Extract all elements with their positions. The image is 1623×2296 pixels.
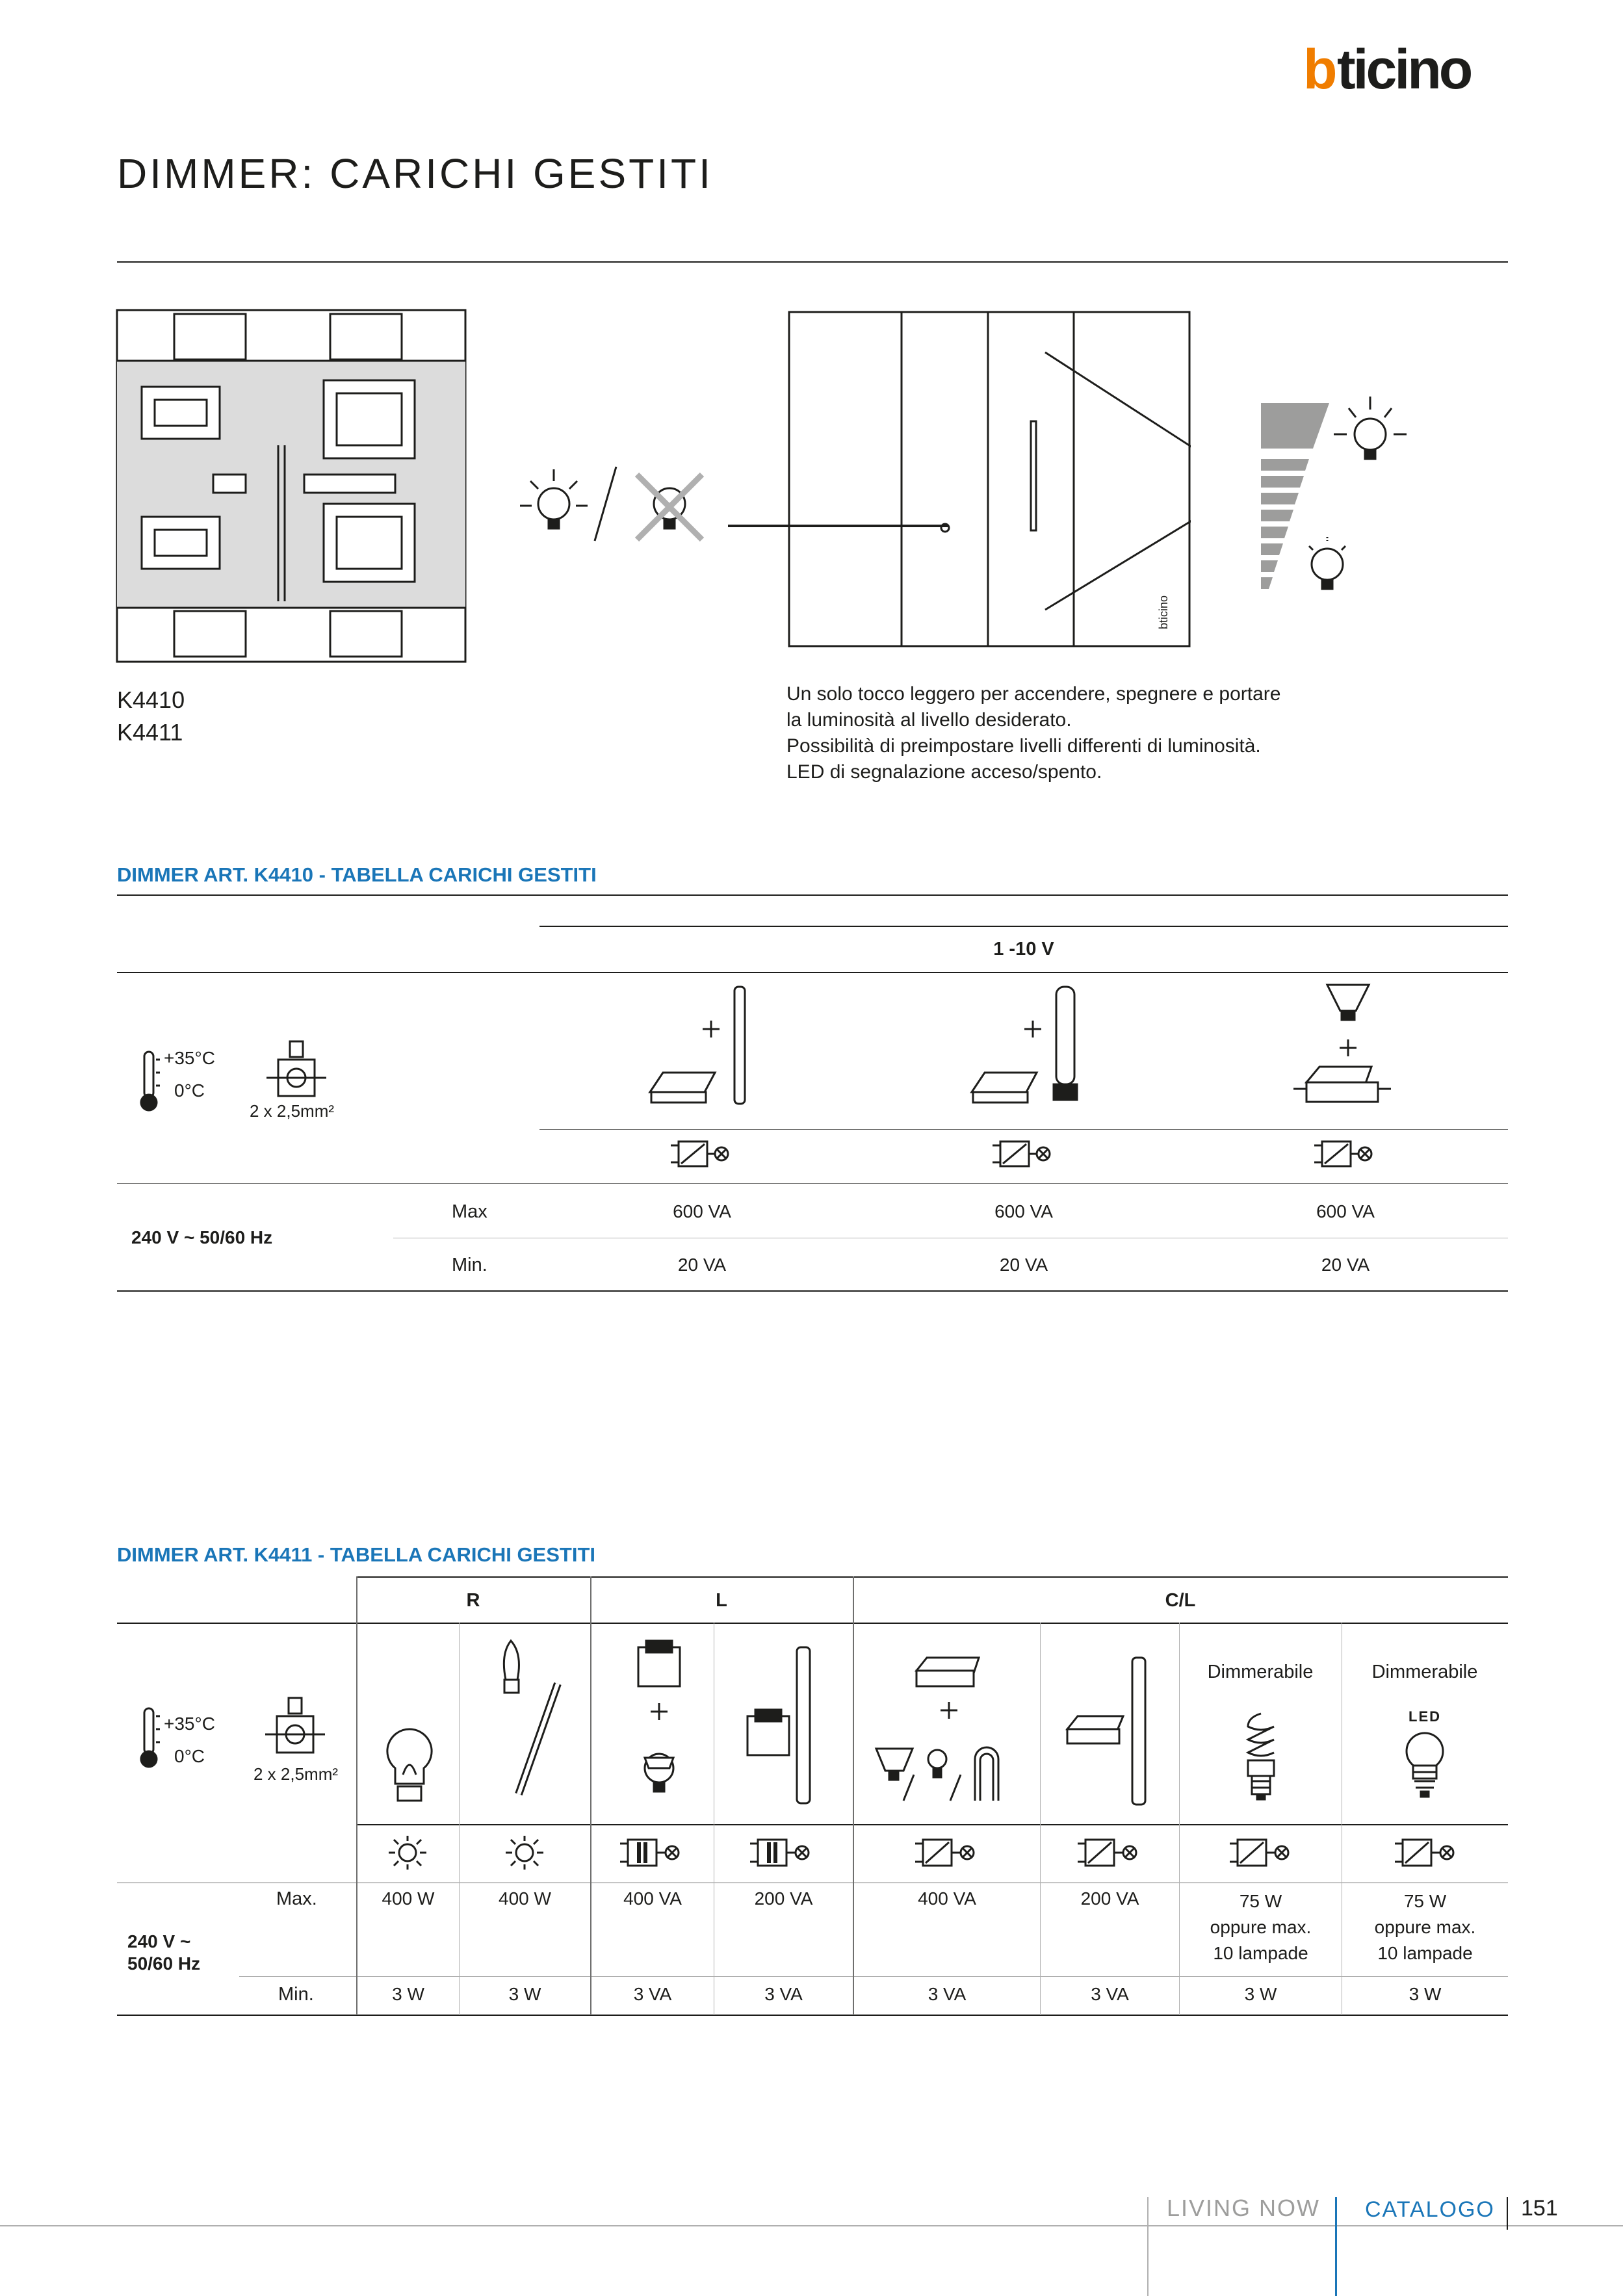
dimmer-module-drawing — [116, 309, 467, 663]
table2-col-divider — [459, 1623, 460, 2015]
table2-top-rule — [356, 1576, 1508, 1578]
table2-group-l: L — [716, 1590, 727, 1611]
led-bulb-dimmable-icon — [1399, 1729, 1451, 1807]
page-title: DIMMER: CARICHI GESTITI — [117, 150, 713, 197]
footer-divider — [1507, 2197, 1508, 2230]
table1-temp-min: 0°C — [174, 1080, 205, 1101]
resistive-load-symbol-icon — [385, 1833, 430, 1875]
electronic-ballast-fluorescent-icon — [1059, 1651, 1170, 1807]
electronic-ballast-lamps-icon — [871, 1651, 1027, 1807]
table2-min-4: 3 VA — [764, 1984, 803, 2004]
dimmer-symbol-icon — [1076, 1837, 1144, 1872]
table2-col-divider — [853, 1576, 854, 2015]
cfl-dimmable-icon — [1235, 1710, 1287, 1807]
table2-col-divider — [590, 1576, 591, 2015]
table2-bottom-rule — [117, 2015, 1508, 2016]
table1-group-rule — [539, 926, 1508, 927]
table2-max-label: Max. — [276, 1888, 317, 1909]
table2-col-divider — [1040, 1623, 1041, 2015]
incandescent-lamp-icon — [377, 1723, 442, 1807]
dimmer-symbol-icon — [1394, 1837, 1461, 1872]
table2-supply: 240 V ~ 50/60 Hz — [127, 1931, 201, 1974]
svg-text:bticino: bticino — [1157, 595, 1170, 629]
transformer-halogen-icon — [623, 1638, 694, 1807]
svg-text:b: b — [1303, 43, 1335, 96]
table1-min-3: 20 VA — [1321, 1255, 1370, 1275]
footer-section: LIVING NOW — [1167, 2195, 1321, 2221]
table1-wire-size: 2 x 2,5mm² — [250, 1101, 335, 1121]
compact-fluorescent-ballast-icon — [965, 982, 1095, 1112]
lamp-on-off-icons — [513, 455, 721, 546]
dimmer-symbol-icon — [914, 1837, 981, 1872]
table2-col-divider — [356, 1576, 357, 2015]
table2-min-2: 3 W — [508, 1984, 541, 2004]
table2-min-label: Min. — [278, 1984, 314, 2005]
table2-wire-size: 2 x 2,5mm² — [253, 1764, 339, 1784]
table1-header-rule — [117, 972, 1508, 973]
table1-title: DIMMER ART. K4410 - TABELLA CARICHI GESTITI — [117, 863, 597, 886]
footer-divider — [1335, 2197, 1337, 2296]
table2-min-3: 3 VA — [633, 1984, 672, 2004]
table1-min-label: Min. — [452, 1255, 487, 1275]
transformer-fluorescent-icon — [741, 1645, 838, 1807]
table2-max-8: 75 W oppure max. 10 lampade — [1374, 1891, 1476, 1963]
brand-text-hidden — [1303, 43, 1511, 96]
table1-values-rule — [117, 1183, 1508, 1184]
table1-max-label: Max — [452, 1201, 487, 1222]
table1-max-3: 600 VA — [1316, 1201, 1375, 1221]
page-number: 151 — [1521, 2196, 1558, 2221]
table2-min-1: 3 W — [392, 1984, 424, 2004]
table2-max-3: 400 VA — [623, 1888, 682, 1909]
table2-header-rule — [117, 1623, 1508, 1624]
table2-max-1: 400 W — [382, 1888, 435, 1909]
table1-top-rule — [117, 894, 1508, 896]
table1-temp-max: +35°C — [164, 1048, 215, 1068]
svg-text:ticino: ticino — [1337, 43, 1471, 96]
table1-icons-rule — [539, 1129, 1508, 1130]
title-divider — [117, 261, 1508, 263]
code-k4410: K4410 — [117, 686, 185, 713]
table2-mid-rule — [239, 1976, 1508, 1977]
dimming-level-graphic — [1261, 384, 1423, 605]
transformer-symbol-icon — [619, 1837, 686, 1872]
resistive-load-symbol-icon — [502, 1833, 547, 1875]
product-codes — [117, 684, 185, 749]
halogen-reflector-ballast-icon — [1287, 978, 1417, 1118]
led-tag: LED — [1409, 1708, 1441, 1725]
product-description: Un solo tocco leggero per accendere, spegnere e portare la luminosità al livello desiderato. Possibilità di preimpostare livelli differenti di luminosità. LED di segnalazione acceso/spento. — [786, 683, 1281, 783]
table2-group-r: R — [466, 1590, 480, 1611]
table2-max-2: 400 W — [499, 1888, 551, 1909]
table2-icons-rule — [356, 1824, 1508, 1825]
footer-rule — [0, 2225, 1623, 2226]
table2-title: DIMMER ART. K4411 - TABELLA CARICHI GESTITI — [117, 1543, 596, 1566]
table2-temp-max: +35°C — [164, 1714, 215, 1734]
table1-min-2: 20 VA — [999, 1255, 1048, 1275]
table2-min-6: 3 VA — [1091, 1984, 1129, 2004]
table1-supply: 240 V ~ 50/60 Hz — [131, 1227, 273, 1247]
dimmer-front-plate — [788, 311, 1191, 649]
table2-max-5: 400 VA — [918, 1888, 976, 1909]
dimmer-symbol-icon — [1228, 1837, 1296, 1872]
table1-group-header: 1 -10 V — [993, 939, 1054, 959]
footer-catalog: CATALOGO — [1365, 2197, 1495, 2222]
table2-col-header-8: Dimmerabile — [1371, 1662, 1478, 1682]
table2-temp-min: 0°C — [174, 1746, 205, 1766]
dimmer-symbol-icon — [991, 1139, 1056, 1172]
fluorescent-tube-ballast-icon — [643, 982, 773, 1112]
table2-group-cl: C/L — [1165, 1590, 1196, 1611]
halogen-linear-lamp-icon — [486, 1632, 577, 1807]
table2-min-5: 3 VA — [928, 1984, 967, 2004]
table2-min-8: 3 W — [1409, 1984, 1442, 2004]
table2-max-7: 75 W oppure max. 10 lampade — [1210, 1891, 1312, 1963]
table1-bottom-rule — [117, 1290, 1508, 1292]
transformer-symbol-icon — [749, 1837, 816, 1872]
dimmer-symbol-icon — [1313, 1139, 1378, 1172]
table1-max-1: 600 VA — [673, 1201, 731, 1221]
table2-col-header-7: Dimmerabile — [1207, 1662, 1314, 1682]
code-k4411: K4411 — [117, 719, 183, 746]
table2-max-6: 200 VA — [1080, 1888, 1139, 1909]
footer-divider — [1147, 2197, 1149, 2296]
table1-min-1: 20 VA — [677, 1255, 727, 1275]
table2-min-7: 3 W — [1244, 1984, 1277, 2004]
dimmer-symbol-icon — [669, 1139, 734, 1172]
table2-max-4: 200 VA — [754, 1888, 813, 1909]
table1-max-2: 600 VA — [994, 1201, 1053, 1221]
